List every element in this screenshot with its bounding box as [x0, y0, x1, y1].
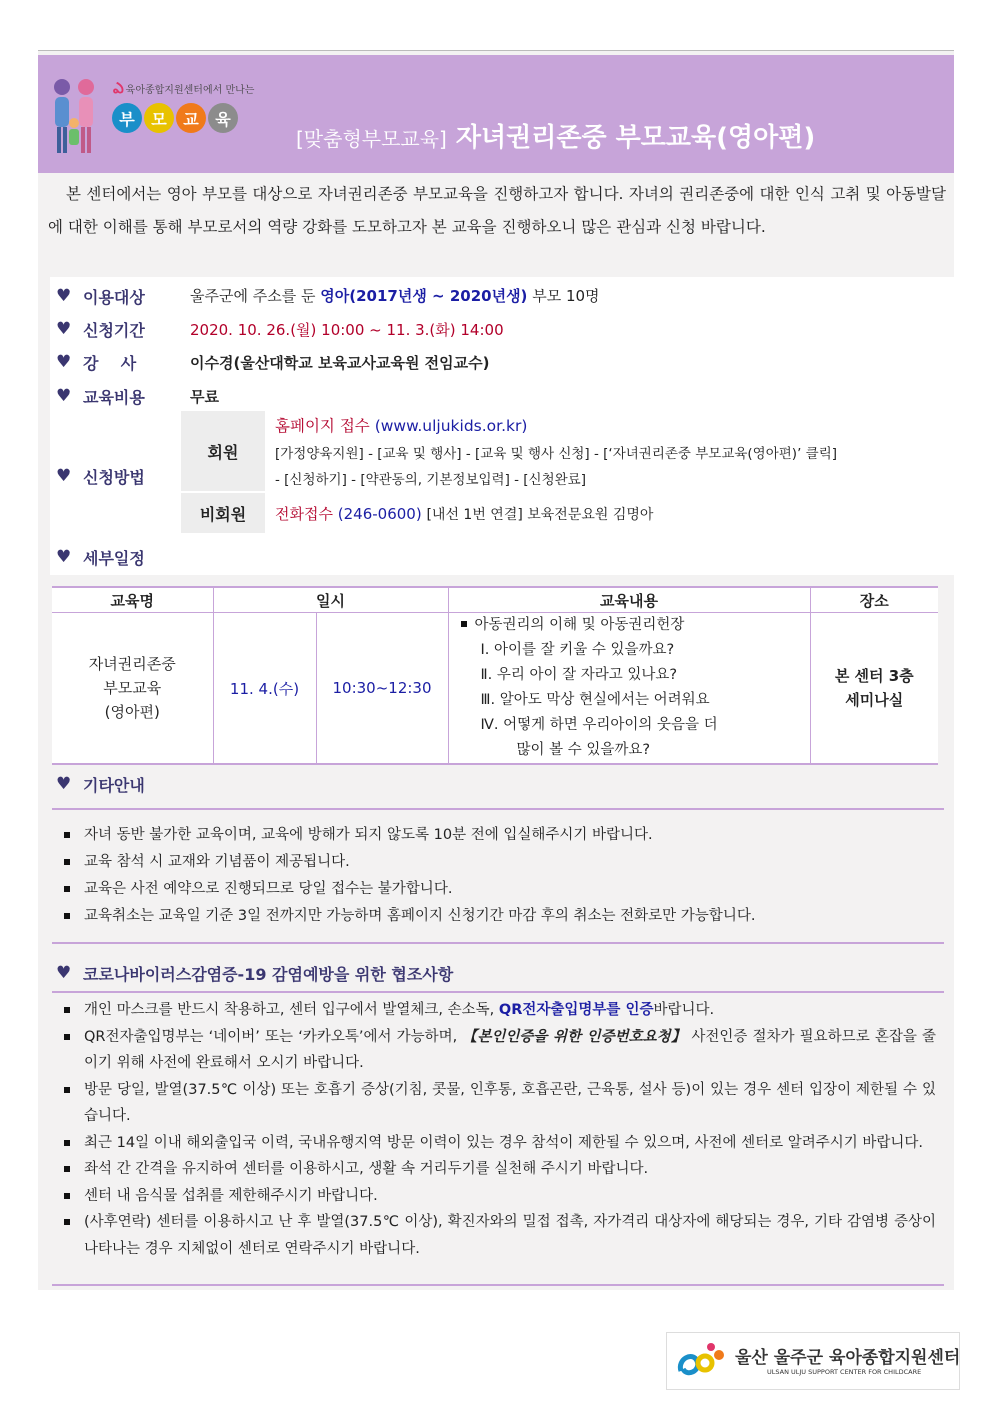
logo-circle: 모: [144, 103, 174, 133]
member-line3: - [신청하기] - [약관동의, 기본정보입력] - [신청완료]: [275, 472, 586, 488]
page-title: [296, 117, 815, 154]
member-line2: [가정양육지원] - [교육 및 행사] - [교육 및 행사 신청] - [‘자녀권리존중 부모교육(영아편)’ 클릭]: [275, 446, 838, 462]
heart-icon: ♥: [56, 466, 72, 486]
heart-icon: ♥: [56, 352, 72, 372]
target-post: 부모 10명: [532, 287, 600, 305]
target-highlight: 영아(2017년생 ~ 2020년생): [320, 287, 528, 305]
heart-icon: ♥: [56, 547, 72, 567]
covid-item1-pre: 개인 마스크를 반드시 착용하고, 센터 입구에서 발열체크, 손소독,: [84, 1002, 495, 1018]
content-item: 많이 볼 수 있을까요?: [516, 742, 651, 758]
covid-item2-emphasis: 【본인인증을 위한 인증번호요청】: [462, 1028, 687, 1045]
intro-text: 본 센터에서는 영아 부모를 대상으로 자녀권리존중 부모교육을 진행하고자 합니다. 자녀의 권리존중에 대한 인식 고취 및 아동발달에 대한 이해를 통해 부모로서의 역량 강화를 도모하고자 본 교육을 진행하오니 많은 관심과 신청 바랍니다.: [48, 185, 946, 236]
period-value: 2020. 10. 26.(월) 10:00 ~ 11. 3.(화) 14:00: [190, 321, 504, 339]
list-item: 교육 참석 시 교재와 기념품이 제공됩니다.: [62, 849, 755, 876]
schedule-table: [52, 586, 938, 765]
cost-label: 교육비용: [83, 388, 145, 407]
content-head-text: 아동권리의 이해 및 아동권리헌장: [474, 617, 685, 633]
table-header: 장소: [810, 587, 938, 613]
nonmember-label: 비회원: [181, 493, 265, 533]
method-label: 신청방법: [83, 468, 145, 487]
content-head: [457, 613, 810, 638]
list-item: 최근 14일 이내 해외출입국 이력, 국내유행지역 방문 이력이 있는 경우 참석이 제한될 수 있으며, 사전에 센터로 알려주시기 바랍니다.: [62, 1130, 936, 1157]
list-item: 방문 당일, 발열(37.5℃ 이상) 또는 호흡기 증상(기침, 콧물, 인후통, 호흡곤란, 근육통, 설사 등)이 있는 경우 센터 입장이 제한될 수 있습니다.: [62, 1077, 936, 1130]
divider: [52, 991, 944, 993]
divider: [52, 942, 944, 944]
course-content: [448, 613, 810, 765]
nonmember-rest: [내선 1번 연결] 보육전문요원 김명아: [426, 507, 654, 523]
content-item: Ⅲ. 알아도 막상 현실에서는 어려워요: [480, 692, 710, 708]
target-label: 이용대상: [83, 288, 145, 307]
member-line1: [275, 414, 527, 436]
list-item: 교육취소는 교육일 기준 3일 전까지만 가능하며 홈페이지 신청기간 마감 후의 취소는 전화로만 가능합니다.: [62, 903, 755, 930]
member-label: 회원: [181, 411, 265, 491]
title-main: 자녀권리존중 부모교육(영아편): [455, 123, 816, 153]
footer-name-ko: 울산 울주군 육아종합지원센터: [735, 1348, 961, 1368]
footer-logo: [666, 1332, 960, 1390]
list-item: 좌석 간 간격을 유지하여 센터를 이용하시고, 생활 속 거리두기를 실천해 주시기 바랍니다.: [62, 1156, 936, 1183]
list-item: 자녀 동반 불가한 교육이며, 교육에 방해가 되지 않도록 10분 전에 입실해주시기 바랍니다.: [62, 822, 755, 849]
course-name-line: (영아편): [104, 703, 160, 721]
covid-item2-post: 사전인증 절차가 필요하므로 혼잡을 줄이기 위해 사전에 완료해서 오시기 바랍니다.: [84, 1028, 936, 1071]
course-time: 10:30~12:30: [316, 613, 448, 765]
content-item: Ⅳ. 어떻게 하면 우리아이의 웃음을 더: [480, 717, 718, 733]
heart-icon: ♥: [56, 963, 72, 983]
logo-circle: 부: [112, 103, 142, 133]
list-item: 센터 내 음식물 섭취를 제한해주시기 바랍니다.: [62, 1183, 936, 1210]
course-place: [810, 613, 938, 765]
list-item: [62, 1024, 936, 1077]
homepage-url[interactable]: (www.uljukids.or.kr): [374, 417, 528, 435]
footer-name-en: ULSAN ULJU SUPPORT CENTER FOR CHILDCARE: [767, 1368, 922, 1376]
divider: [52, 1284, 944, 1286]
other-label: 기타안내: [83, 776, 145, 795]
nonmember-phone: (246-0600): [337, 505, 422, 523]
intro-paragraph: [48, 178, 946, 244]
covid-item1-highlight: QR전자출입명부를 인증: [498, 1002, 654, 1018]
lecturer-label: 강 사: [83, 354, 137, 373]
family-figures-icon: [50, 75, 100, 157]
course-name-line: 부모교육: [103, 679, 162, 697]
nonmember-line: [275, 503, 653, 524]
table-header: 교육내용: [448, 587, 810, 613]
list-item: [62, 997, 936, 1024]
heart-icon: ♥: [56, 774, 72, 794]
table-header-row: [52, 587, 938, 613]
divider: [52, 808, 944, 810]
list-item: (사후연락) 센터를 이용하시고 난 후 발열(37.5℃ 이상), 확진자와의 밀접 접촉, 자가격리 대상자에 해당되는 경우, 기타 감염병 증상이 나타나는 경우 지체없이 센터로 연락주시기 바랍니다.: [62, 1209, 936, 1262]
list-item: 교육은 사전 예약으로 진행되므로 당일 접수는 불가합니다.: [62, 876, 755, 903]
place-line: 본 센터 3층: [834, 667, 914, 685]
logo-subtitle: ఎ육아종합지원센터에서 만나는: [113, 79, 255, 97]
covid-item1-post: 바랍니다.: [653, 1002, 715, 1018]
nonmember-phone-label: 전화접수: [275, 505, 333, 523]
period-label: 신청기간: [83, 321, 145, 340]
content-item: Ⅰ. 아이를 잘 키울 수 있을까요?: [480, 642, 675, 658]
lecturer-value: 이수경(울산대학교 보육교사교육원 전임교수): [190, 354, 490, 372]
target-pre: 울주군에 주소를 둔: [190, 287, 316, 305]
logo-circle: 교: [176, 103, 206, 133]
title-banner: [38, 55, 954, 173]
logo-circles: [112, 103, 238, 133]
schedule-label: 세부일정: [83, 549, 145, 568]
top-rule: [38, 50, 954, 51]
course-name-cell: [52, 613, 213, 765]
title-prefix: [맞춤형부모교육]: [296, 127, 447, 151]
heart-icon: ♥: [56, 386, 72, 406]
table-header: 교육명: [52, 587, 213, 613]
logo-circle: 육: [208, 103, 238, 133]
target-value: [190, 285, 600, 306]
course-date: 11. 4.(수): [213, 613, 316, 765]
heart-icon: ♥: [56, 319, 72, 339]
place-line: 세미나실: [845, 691, 904, 709]
content-item: Ⅱ. 우리 아이 잘 자라고 있나요?: [480, 667, 678, 683]
center-logo-icon: [675, 1341, 727, 1381]
member-homepage: 홈페이지 접수: [275, 417, 370, 435]
covid-list: [62, 997, 936, 1262]
table-header: 일시: [213, 587, 448, 613]
course-name-line: 자녀권리존중: [88, 655, 176, 673]
other-list: [62, 822, 755, 930]
covid-label: 코로나바이러스감염증-19 감염예방을 위한 협조사항: [83, 965, 454, 984]
heart-icon: ♥: [56, 286, 72, 306]
cost-value: 무료: [190, 388, 219, 406]
covid-item2-pre: QR전자출입명부는 ‘네이버’ 또는 ‘카카오톡’에서 가능하며,: [84, 1028, 458, 1045]
table-row: [52, 613, 938, 765]
